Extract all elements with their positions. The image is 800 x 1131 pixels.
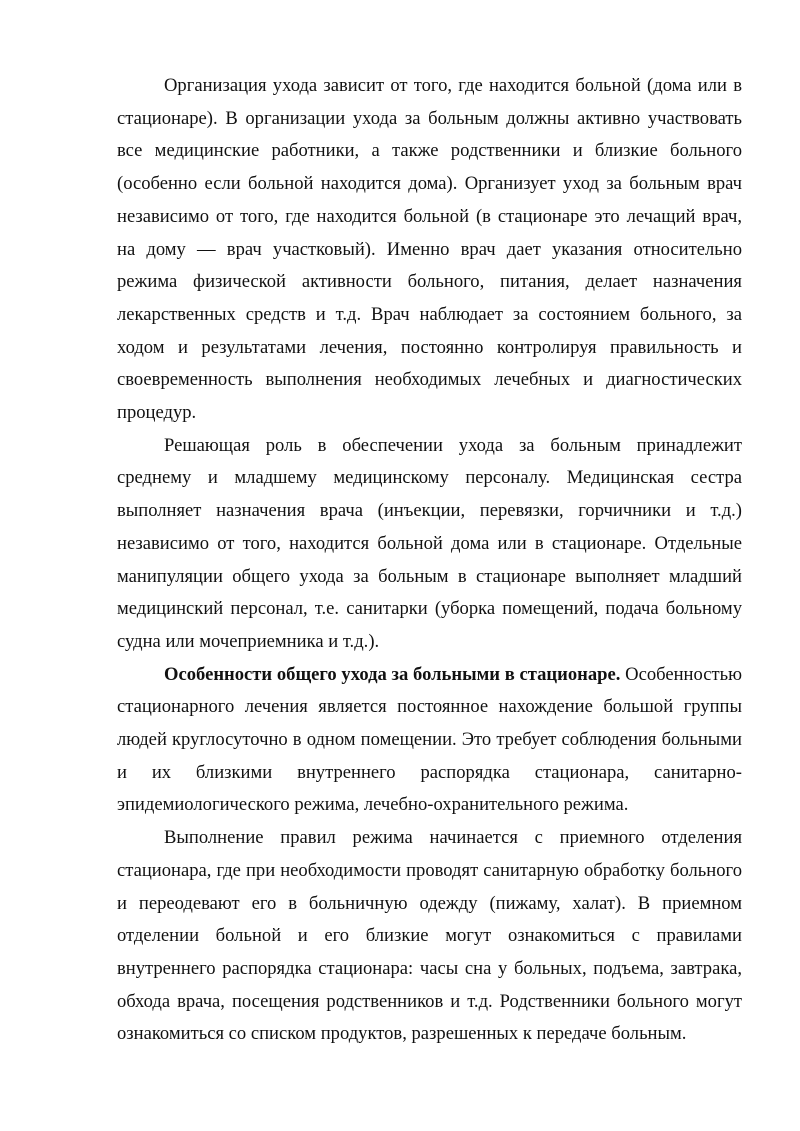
paragraph-nursing-role <box>117 430 742 659</box>
paragraph-text: Организация ухода зависит от того, где находится больной (дома или в стационаре). В организации ухода за больным должны активно участвовать все медицинские работники, а также родственники и близкие больного (особенно если больной находится дома). Организует уход за больным врач независимо от того, где находится больной (в стационаре это лечащий врач, на дому — врач участковый). Именно врач дает указания относительно режима физической активности больного, питания, делает назначения лекарственных средств и т.д. Врач наблюдает за состоянием больного, за ходом и результатами лечения, постоянно контролируя правильность и своевременность выполнения необходимых лечебных и диагностических процедур. <box>117 75 742 424</box>
paragraph-hospital-care-features <box>117 659 742 823</box>
paragraph-text: Особенностью стационарного лечения является постоянное нахождение большой группы людей круглосуточно в одном помещении. Это требует соблюдения больными и их близкими внутреннего распорядка стационара, санитарно-эпидемиологического режима, лечебно-охранительного режима. <box>117 663 742 816</box>
paragraph-heading: Особенности общего ухода за больными в стационаре. <box>164 663 621 685</box>
paragraph-care-organization <box>117 70 742 430</box>
paragraph-text: Решающая роль в обеспечении ухода за больным принадлежит среднему и младшему медицинскому персоналу. Медицинская сестра выполняет назначения врача (инъекции, перевязки, горчичники и т.д.) независимо от того, находится больной дома или в стационаре. Отдельные манипуляции общего ухода за больным в стационаре выполняет младший медицинский персонал, т.е. санитарки (уборка помещений, подача больному судна или мочеприемника и т.д.). <box>117 434 742 652</box>
document-page <box>117 70 742 1051</box>
paragraph-text: Выполнение правил режима начинается с приемного отделения стационара, где при необходимости проводят санитарную обработку больного и переодевают его в больничную одежду (пижаму, халат). В приемном отделении больной и его близкие могут ознакомиться с правилами внутреннего распорядка стационара: часы сна у больных, подъема, завтрака, обхода врача, посещения родственников и т.д. Родственники больного могут ознакомиться со списком продуктов, разрешенных к передаче больным. <box>117 827 742 1045</box>
paragraph-regime-rules <box>117 822 742 1051</box>
